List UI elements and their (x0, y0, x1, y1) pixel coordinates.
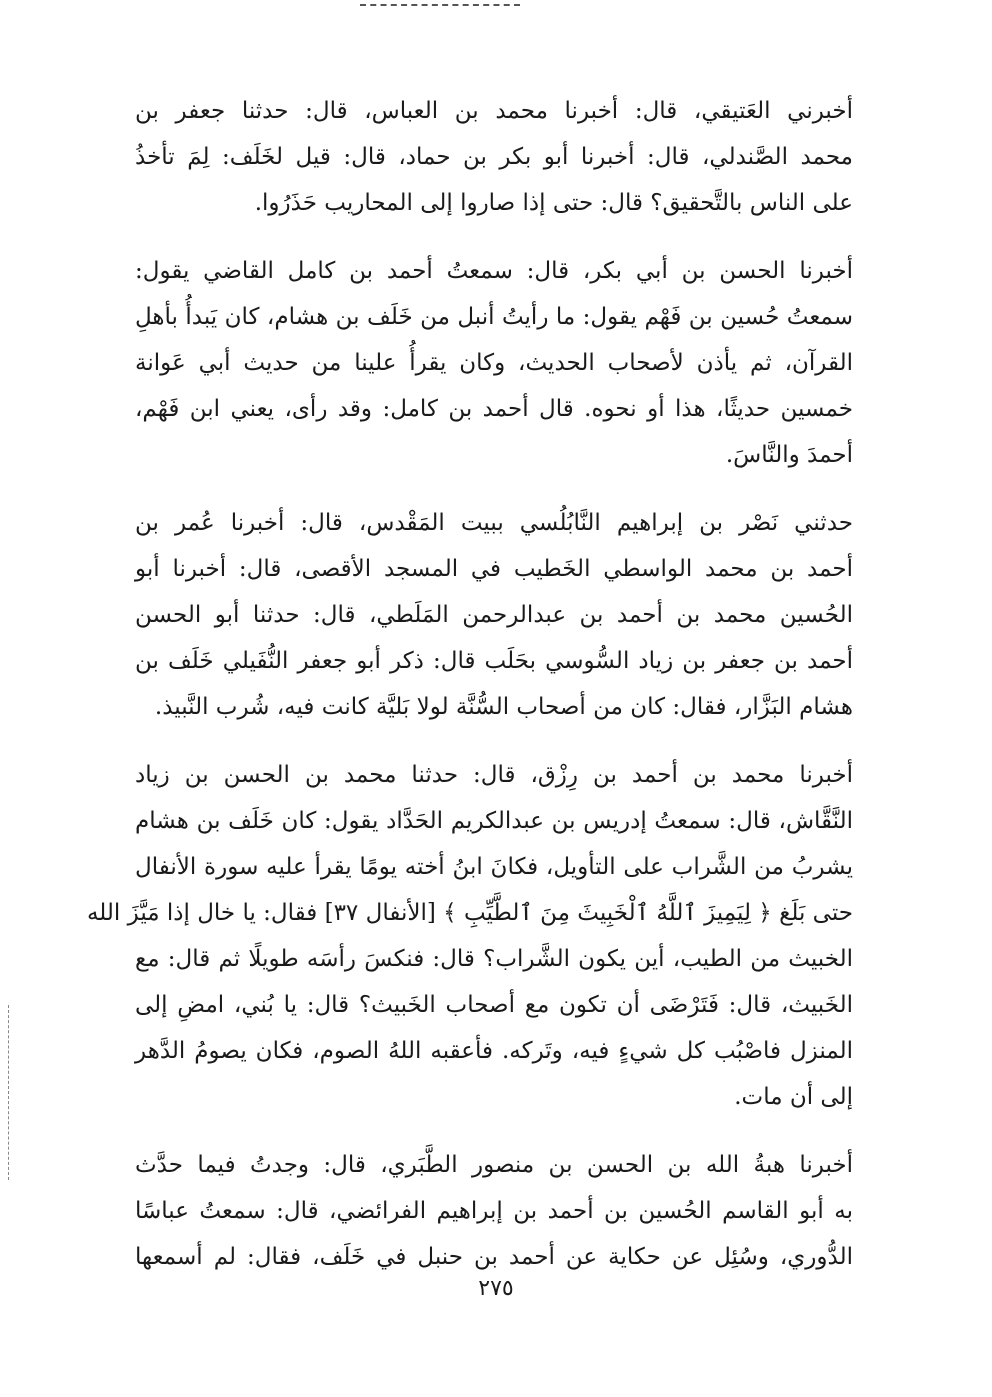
text-line: يشربُ من الشَّراب على التأويل، فكانَ ابنُ أخته يومًا يقرأ عليه سورة الأنفال (135, 854, 853, 880)
paragraph (135, 88, 853, 226)
text-line: الخَبيث، قال: فَتَرْضَى أن تكون مع أصحاب الخَبيث؟ قال: يا بُني، امضِ إلى (135, 992, 853, 1018)
text-line: أخبرني العَتيقي، قال: أخبرنا محمد بن العباس، قال: حدثنا جعفر بن (135, 98, 853, 124)
paragraph (135, 248, 853, 478)
text-line: أحمد بن محمد الواسطي الخَطيب في المسجد الأقصى، قال: أخبرنا أبو (135, 556, 853, 582)
text-line: أحمدَ والنَّاسَ. (725, 442, 853, 468)
text-line: القرآن، ثم يأذن لأصحاب الحديث، وكان يقرأُ علينا من حديث أبي عَوانة (135, 350, 853, 376)
page-number: ٢٧٥ (478, 1276, 514, 1301)
text-line: حتى بَلَغ ﴿ لِيَمِيزَ ٱللَّهُ ٱلْخَبِيثَ مِنَ ٱلطَّيِّبِ ﴾ [الأنفال ٣٧] فقال: يا خال إذا مَيَّزَ الله (86, 900, 853, 926)
paragraph (135, 1142, 853, 1280)
paragraph (86, 752, 853, 1120)
text-line: النَّقَّاش، قال: سمعتُ إدريس بن عبدالكريم الحَدَّاد يقول: كان خَلَف بن هشام (135, 808, 853, 834)
page-body (86, 88, 853, 1302)
text-line: أخبرنا هبةُ الله بن الحسن بن منصور الطَّبَري، قال: وجدتُ فيما حدَّث (135, 1152, 853, 1178)
text-line: حدثني نَصْر بن إبراهيم النَّابُلُسي ببيت المَقْدس، قال: أخبرنا عُمر بن (135, 510, 853, 536)
text-line: الدُّوري، وسُئِل عن حكاية عن أحمد بن حنبل في خَلَف، فقال: لم أسمعها (135, 1244, 853, 1270)
header-rule (360, 4, 520, 6)
text-line: المنزل فاصْبُب كل شيءٍ فيه، وتَركه. فأعقبه اللهُ الصوم، فكان يصومُ الدَّهر (135, 1038, 853, 1064)
text-line: الخبيث من الطيب، أين يكون الشَّراب؟ قال: فنكسَ رأسَه طويلًا ثم قال: مع (135, 946, 853, 972)
paragraph (135, 500, 853, 730)
margin-mark (8, 1005, 9, 1180)
text-line: أحمد بن جعفر بن زياد السُّوسي بحَلَب قال: ذكر أبو جعفر النُّفَيلي خَلَف بن (135, 648, 853, 674)
text-line: خمسين حديثًا، هذا أو نحوه. قال أحمد بن كامل: وقد رأى، يعني ابن فَهْم، (135, 396, 853, 422)
text-line: أخبرنا محمد بن أحمد بن رِزْق، قال: حدثنا محمد بن الحسن بن زياد (135, 762, 853, 788)
text-line: هشام البَزَّار، فقال: كان من أصحاب السُّنَّة لولا بَليَّة كانت فيه، شُرب النَّبيذ. (154, 694, 853, 720)
text-line: إلى أن مات. (734, 1084, 853, 1110)
text-line: الحُسين محمد بن أحمد بن عبدالرحمن المَلَطي، قال: حدثنا أبو الحسن (135, 602, 853, 628)
text-line: أخبرنا الحسن بن أبي بكر، قال: سمعتُ أحمد بن كامل القاضي يقول: (135, 258, 853, 284)
text-line: به أبو القاسم الحُسين بن أحمد بن إبراهيم الفرائضي، قال: سمعتُ عباسًا (135, 1198, 853, 1224)
text-line: محمد الصَّندلي، قال: أخبرنا أبو بكر بن حماد، قال: قيل لخَلَف: لِمَ تأخذُ (135, 144, 853, 170)
text-line: على الناس بالتَّحقيق؟ قال: حتى إذا صاروا إلى المحاريب حَذَرُوا. (254, 190, 853, 216)
text-line: سمعتُ حُسين بن فَهْم يقول: ما رأيتُ أنبل من خَلَف بن هشام، كان يَبدأُ بأهلِ (135, 304, 853, 330)
